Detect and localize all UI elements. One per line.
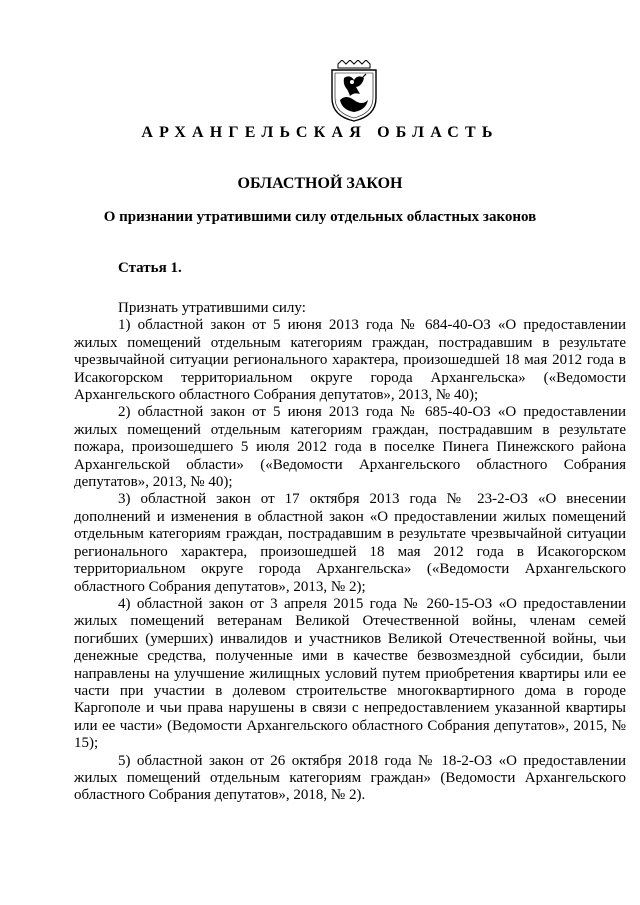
article-item: 2) областной закон от 5 июня 2013 года № 685-40-ОЗ «О предоставлении жилых помещений отдельным категориям граждан, пострадавшим в результате пожара, произошедшего 5 июля 2012 года в поселке Пинега Пинежского района Архангельской области» («Ведомости Архангельского областного Собрания депутатов», 2013, № 40); bbox=[74, 404, 626, 491]
coat-of-arms-icon bbox=[326, 60, 382, 122]
law-type-heading: ОБЛАСТНОЙ ЗАКОН bbox=[237, 175, 403, 192]
article-heading: Статья 1. bbox=[118, 260, 182, 276]
article-body bbox=[74, 300, 626, 805]
article-item: 4) областной закон от 3 апреля 2015 года № 260-15-ОЗ «О предоставлении жилых помещений ветеранам Великой Отечественной войны, членам семей погибших (умерших) инвалидов и участников Великой Отечественной войны, чьи денежные средства, полученные ими в качестве безвозмездной субсидии, были направлены на улучшение жилищных условий путем приобретения квартиры или ее части при участии в долевом строительстве многоквартирного дома в городе Каргополе и чьи права нарушены в связи с непредоставлением указанной квартиры или ее части» (Ведомости Архангельского областного Собрания депутатов», 2015, № 15); bbox=[74, 595, 626, 752]
article-item: 5) областной закон от 26 октября 2018 года № 18-2-ОЗ «О предоставлении жилых помещений отдельным категориям граждан» (Ведомости Архангельского областного Собрания депутатов», 2018, № 2). bbox=[74, 752, 626, 804]
article-intro: Признать утратившими силу: bbox=[118, 300, 306, 316]
law-title: О признании утратившими силу отдельных областных законов bbox=[103, 209, 537, 225]
region-heading: АРХАНГЕЛЬСКАЯ ОБЛАСТЬ bbox=[141, 124, 499, 141]
article-item: 3) областной закон от 17 октября 2013 года № 23-2-ОЗ «О внесении дополнений и изменения в областной закон «О предоставлении жилых помещений отдельным категориям граждан, пострадавшим в результате чрезвычайной ситуации регионального характера, произошедшей 18 мая 2012 года в Исакогорском территориальном округе города Архангельска» («Ведомости Архангельского областного Собрания депутатов», 2013, № 2); bbox=[74, 491, 626, 595]
article-item: 1) областной закон от 5 июня 2013 года № 684-40-ОЗ «О предоставлении жилых помещений отдельным категориям граждан, пострадавшим в результате чрезвычайной ситуации регионального характера, произошедшей 18 мая 2012 года в Исакогорском территориальном округе города Архангельска» («Ведомости Архангельского областного Собрания депутатов», 2013, № 40); bbox=[74, 317, 626, 404]
